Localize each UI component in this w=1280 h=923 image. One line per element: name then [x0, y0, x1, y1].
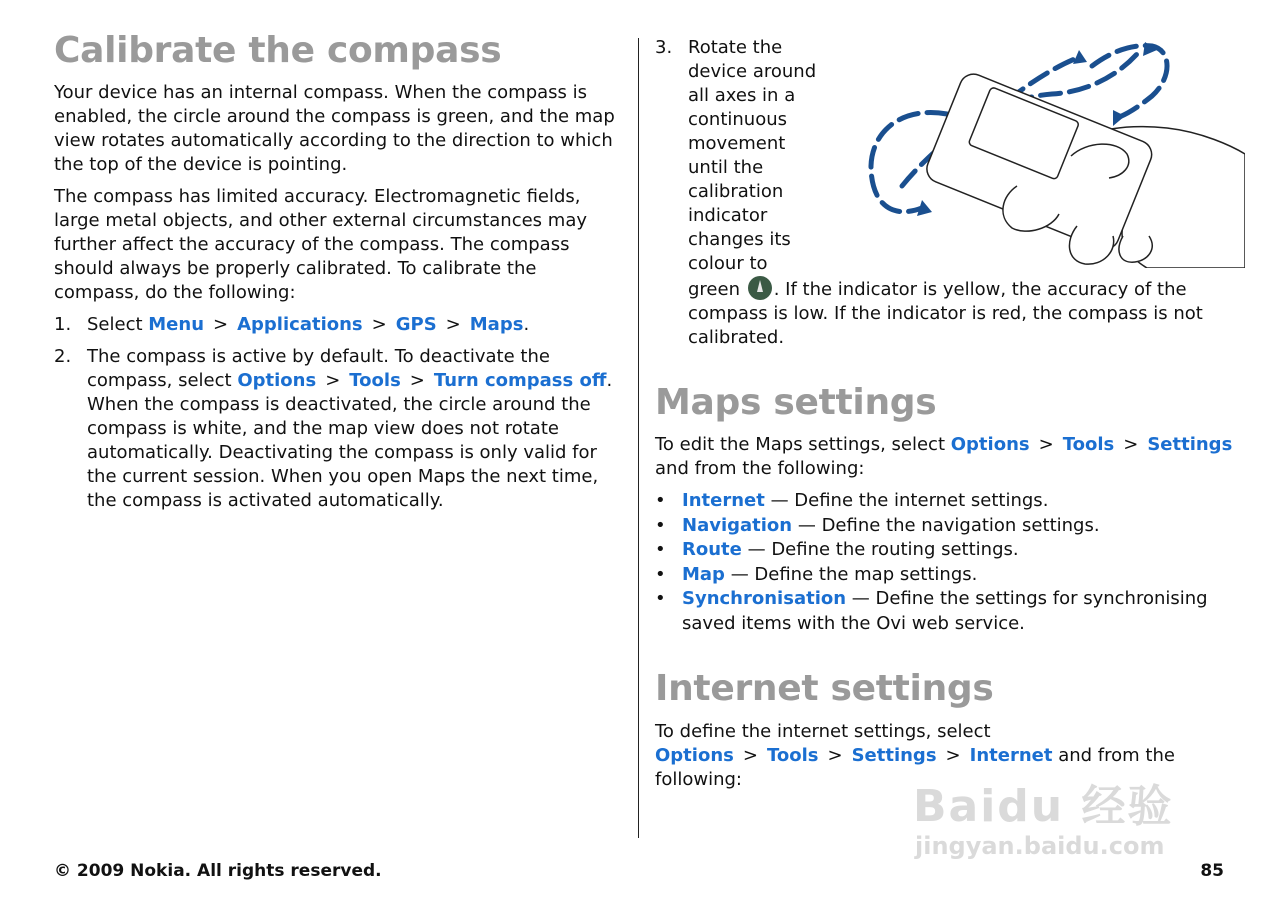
device-rotation-svg: [827, 36, 1245, 268]
page-title: Calibrate the compass: [54, 30, 502, 71]
intro-text: To define the internet settings, select: [655, 720, 991, 742]
list-item: [655, 538, 1235, 563]
options-link[interactable]: Options: [237, 370, 317, 392]
settings-link[interactable]: Settings: [1147, 434, 1233, 456]
column-divider: [638, 38, 639, 838]
turn-compass-off-link[interactable]: Turn compass off: [433, 370, 607, 392]
tools-link[interactable]: Tools: [349, 370, 401, 392]
options-link[interactable]: Options: [655, 744, 734, 766]
step-text: The compass is active by default. To deactivate the compass, select: [87, 346, 550, 392]
item-desc: — Define the internet settings.: [770, 490, 1049, 512]
path-separator: >: [371, 314, 387, 336]
device-rotation-illustration: [827, 36, 1245, 268]
page-number: 85: [1200, 861, 1224, 881]
compass-indicator-icon: [748, 276, 772, 300]
gps-link[interactable]: GPS: [395, 314, 437, 336]
path-separator: >: [445, 314, 461, 336]
maps-settings-section: [655, 382, 1235, 636]
baidu-watermark: [905, 770, 1205, 870]
maps-link[interactable]: Maps: [469, 314, 524, 336]
path-separator: >: [325, 370, 341, 392]
applications-link[interactable]: Applications: [237, 314, 363, 336]
bullet: •: [655, 514, 666, 536]
bullet: •: [655, 490, 666, 512]
options-link[interactable]: Options: [950, 434, 1030, 456]
maps-settings-intro: [655, 433, 1235, 481]
list-item: [655, 563, 1235, 588]
intro-suffix: and from the following:: [655, 744, 1175, 790]
bullet: •: [655, 539, 666, 561]
list-item: [655, 514, 1235, 539]
menu-link[interactable]: Menu: [148, 314, 205, 336]
steps-list: [54, 313, 626, 513]
step-1: [54, 313, 626, 337]
left-column: [54, 30, 626, 521]
internet-link[interactable]: Internet: [682, 490, 765, 512]
route-link[interactable]: Route: [682, 539, 742, 561]
item-desc: — Define the settings for synchronising saved items with the Ovi web service.: [682, 588, 1208, 634]
paragraph-accuracy: The compass has limited accuracy. Electromagnetic fields, large metal objects, and other external circumstances may further affect the accuracy of the compass. The compass should always be properly calibrated. To calibrate the compass, do the following:: [54, 186, 587, 304]
path-separator: >: [409, 370, 425, 392]
step-3: [655, 36, 1235, 350]
tools-link[interactable]: Tools: [766, 744, 819, 766]
step-2: [54, 345, 626, 513]
step-number: 2.: [54, 346, 72, 368]
step-text: Select: [87, 314, 143, 336]
navigation-link[interactable]: Navigation: [682, 514, 793, 536]
item-desc: — Define the routing settings.: [747, 539, 1019, 561]
path-separator: >: [1123, 434, 1139, 456]
watermark-url: jingyan.baidu.com: [915, 832, 1165, 860]
watermark-logo-text: Baidu 经验: [913, 781, 1174, 832]
map-link[interactable]: Map: [682, 563, 725, 585]
synchronisation-link[interactable]: Synchronisation: [682, 588, 847, 610]
step-3-text: Rotate the device around all axes in a continuous movement until the calibration indicator changes its colour to green: [688, 37, 817, 300]
internet-link[interactable]: Internet: [969, 744, 1053, 766]
internet-settings-title: Internet settings: [655, 668, 994, 710]
path-separator: >: [945, 744, 961, 766]
path-separator: >: [827, 744, 843, 766]
bullet: •: [655, 588, 666, 610]
step-3-text-rest: . If the indicator is yellow, the accuracy of the compass is low. If the indicator is red, the compass is not calibrated.: [688, 279, 1203, 348]
maps-settings-title: Maps settings: [655, 382, 937, 423]
path-separator: >: [1038, 434, 1054, 456]
maps-settings-list: [655, 489, 1235, 636]
bullet: •: [655, 563, 666, 585]
item-desc: — Define the navigation settings.: [797, 514, 1100, 536]
settings-link[interactable]: Settings: [851, 744, 937, 766]
step-suffix: .: [523, 314, 530, 336]
intro-suffix: and from the following:: [655, 458, 865, 480]
step-number: 1.: [54, 314, 72, 336]
right-column: [655, 36, 1235, 800]
footer-copyright: © 2009 Nokia. All rights reserved.: [54, 861, 382, 881]
paragraph-intro: Your device has an internal compass. When the compass is enabled, the circle around the compass is green, and the map view rotates automatically according to the direction to which the top of the device is pointing.: [54, 82, 615, 176]
item-desc: — Define the map settings.: [730, 563, 978, 585]
list-item: [655, 489, 1235, 514]
tools-link[interactable]: Tools: [1062, 434, 1115, 456]
path-separator: >: [742, 744, 758, 766]
list-item: [655, 587, 1235, 636]
step-number: 3.: [655, 37, 673, 58]
path-separator: >: [213, 314, 229, 336]
intro-text: To edit the Maps settings, select: [655, 434, 946, 456]
step-text-rest: . When the compass is deactivated, the circle around the compass is white, and the map view does not rotate automatically. Deactivating the compass is only valid for the current session. When you open Maps the next time, the compass is activated automatically.: [87, 370, 613, 512]
